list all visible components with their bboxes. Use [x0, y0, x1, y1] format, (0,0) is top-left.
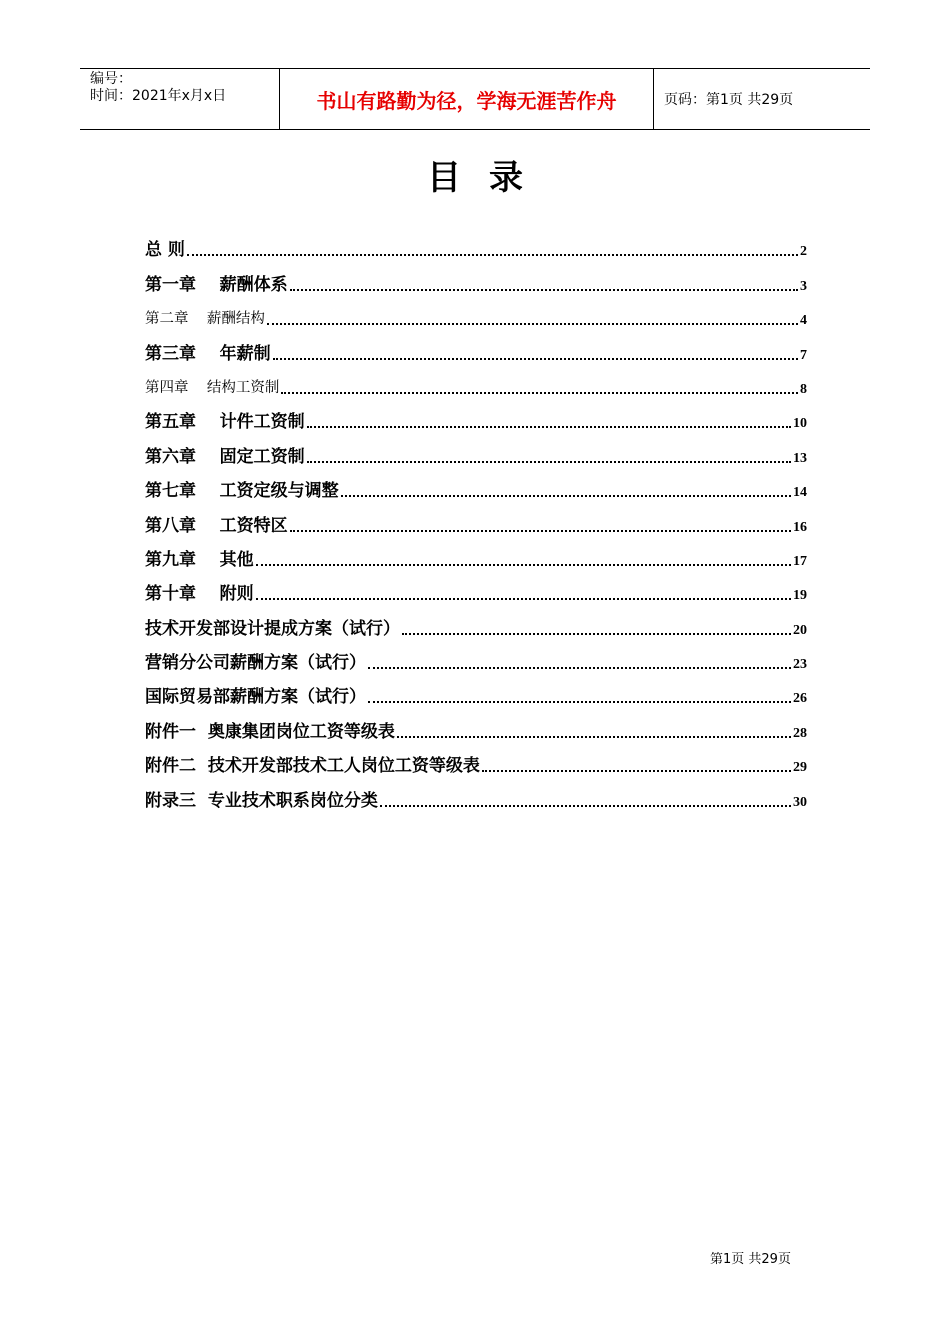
- toc-entry-page: 19: [793, 588, 807, 604]
- toc-entry-label: 第一章 薪酬体系: [145, 274, 288, 295]
- toc-entry[interactable]: [145, 645, 807, 679]
- toc-entry-page: 2: [800, 244, 807, 260]
- toc-entry-page: 30: [793, 794, 807, 810]
- toc-dot-leader: [273, 358, 798, 360]
- toc-entry-label: 国际贸易部薪酬方案（试行）: [145, 687, 366, 708]
- toc-entry-label: 附录三 专业技术职系岗位分类: [145, 790, 378, 811]
- toc-entry-label: 第八章 工资特区: [145, 515, 288, 536]
- toc-entry-label: 第四章 结构工资制: [145, 379, 280, 396]
- toc-entry[interactable]: [145, 782, 807, 816]
- toc-entry[interactable]: [145, 473, 807, 507]
- toc-entry[interactable]: [145, 713, 807, 747]
- toc-entry[interactable]: [145, 748, 807, 782]
- toc-entry-page: 13: [793, 450, 807, 466]
- toc-dot-leader: [402, 633, 791, 635]
- toc-entry[interactable]: [145, 507, 807, 541]
- header-meta: [80, 69, 280, 129]
- toc-dot-leader: [482, 770, 791, 772]
- header-page-info: 页码：第1页 共29页: [664, 92, 794, 108]
- toc-entry-page: 14: [793, 485, 807, 501]
- toc-entry-label: 附件一 奥康集团岗位工资等级表: [145, 721, 395, 742]
- toc-entry-label: 技术开发部设计提成方案（试行）: [145, 618, 400, 639]
- toc-entry-label: 第六章 固定工资制: [145, 446, 305, 467]
- toc-entry-page: 23: [793, 657, 807, 673]
- toc-dot-leader: [290, 289, 798, 291]
- toc-entry-label: 第五章 计件工资制: [145, 412, 305, 433]
- toc-entry-label: 第十章 附则: [145, 584, 254, 605]
- toc-entry-page: 28: [793, 725, 807, 741]
- toc-dot-leader: [290, 530, 791, 532]
- toc-dot-leader: [307, 426, 791, 428]
- toc-entry-page: 16: [793, 519, 807, 535]
- document-number-label: 编号：: [90, 71, 132, 87]
- toc-entry-label: 第二章 薪酬结构: [145, 311, 265, 328]
- toc-entry-page: 7: [800, 347, 807, 363]
- toc-entry-page: 8: [800, 381, 807, 397]
- toc-dot-leader: [397, 736, 791, 738]
- toc-dot-leader: [256, 598, 791, 600]
- toc-dot-leader: [256, 564, 791, 566]
- toc-entry[interactable]: [145, 301, 807, 335]
- toc-entry[interactable]: [145, 679, 807, 713]
- toc-entry-label: 第九章 其他: [145, 549, 254, 570]
- toc-entry-page: 4: [800, 313, 807, 329]
- toc-entry-label: 第七章 工资定级与调整: [145, 481, 339, 502]
- toc-entry[interactable]: [145, 335, 807, 369]
- toc-entry-label: 附件二 技术开发部技术工人岗位工资等级表: [145, 756, 480, 777]
- toc-dot-leader: [368, 701, 791, 703]
- toc-dot-leader: [281, 392, 798, 394]
- toc-entry-label: 第三章 年薪制: [145, 343, 271, 364]
- toc-dot-leader: [380, 805, 791, 807]
- toc-entry[interactable]: [145, 370, 807, 404]
- toc-entry[interactable]: [145, 232, 807, 266]
- toc-dot-leader: [307, 461, 791, 463]
- toc-entry[interactable]: [145, 576, 807, 610]
- toc-dot-leader: [368, 667, 791, 669]
- toc-entry-page: 29: [793, 760, 807, 776]
- toc-entry-label: 总 则: [145, 240, 185, 261]
- toc-dot-leader: [267, 323, 798, 325]
- toc-entry[interactable]: [145, 542, 807, 576]
- document-header: [80, 68, 870, 130]
- toc-entry[interactable]: [145, 610, 807, 644]
- toc-entry-page: 26: [793, 691, 807, 707]
- document-time-label: 时间：2021年x月x日: [90, 88, 227, 104]
- table-of-contents: [145, 232, 807, 817]
- toc-dot-leader: [187, 254, 798, 256]
- toc-entry-page: 17: [793, 553, 807, 569]
- toc-entry-page: 3: [800, 278, 807, 294]
- toc-entry-page: 20: [793, 622, 807, 638]
- toc-entry-page: 10: [793, 416, 807, 432]
- toc-entry[interactable]: [145, 438, 807, 472]
- toc-dot-leader: [341, 495, 791, 497]
- toc-entry-label: 营销分公司薪酬方案（试行）: [145, 653, 366, 674]
- toc-title: 目录: [427, 158, 551, 198]
- footer-page-info: 第1页 共29页: [710, 1252, 791, 1267]
- header-motto: 书山有路勤为径，学海无涯苦作舟: [280, 69, 654, 129]
- toc-entry[interactable]: [145, 404, 807, 438]
- toc-entry[interactable]: [145, 266, 807, 300]
